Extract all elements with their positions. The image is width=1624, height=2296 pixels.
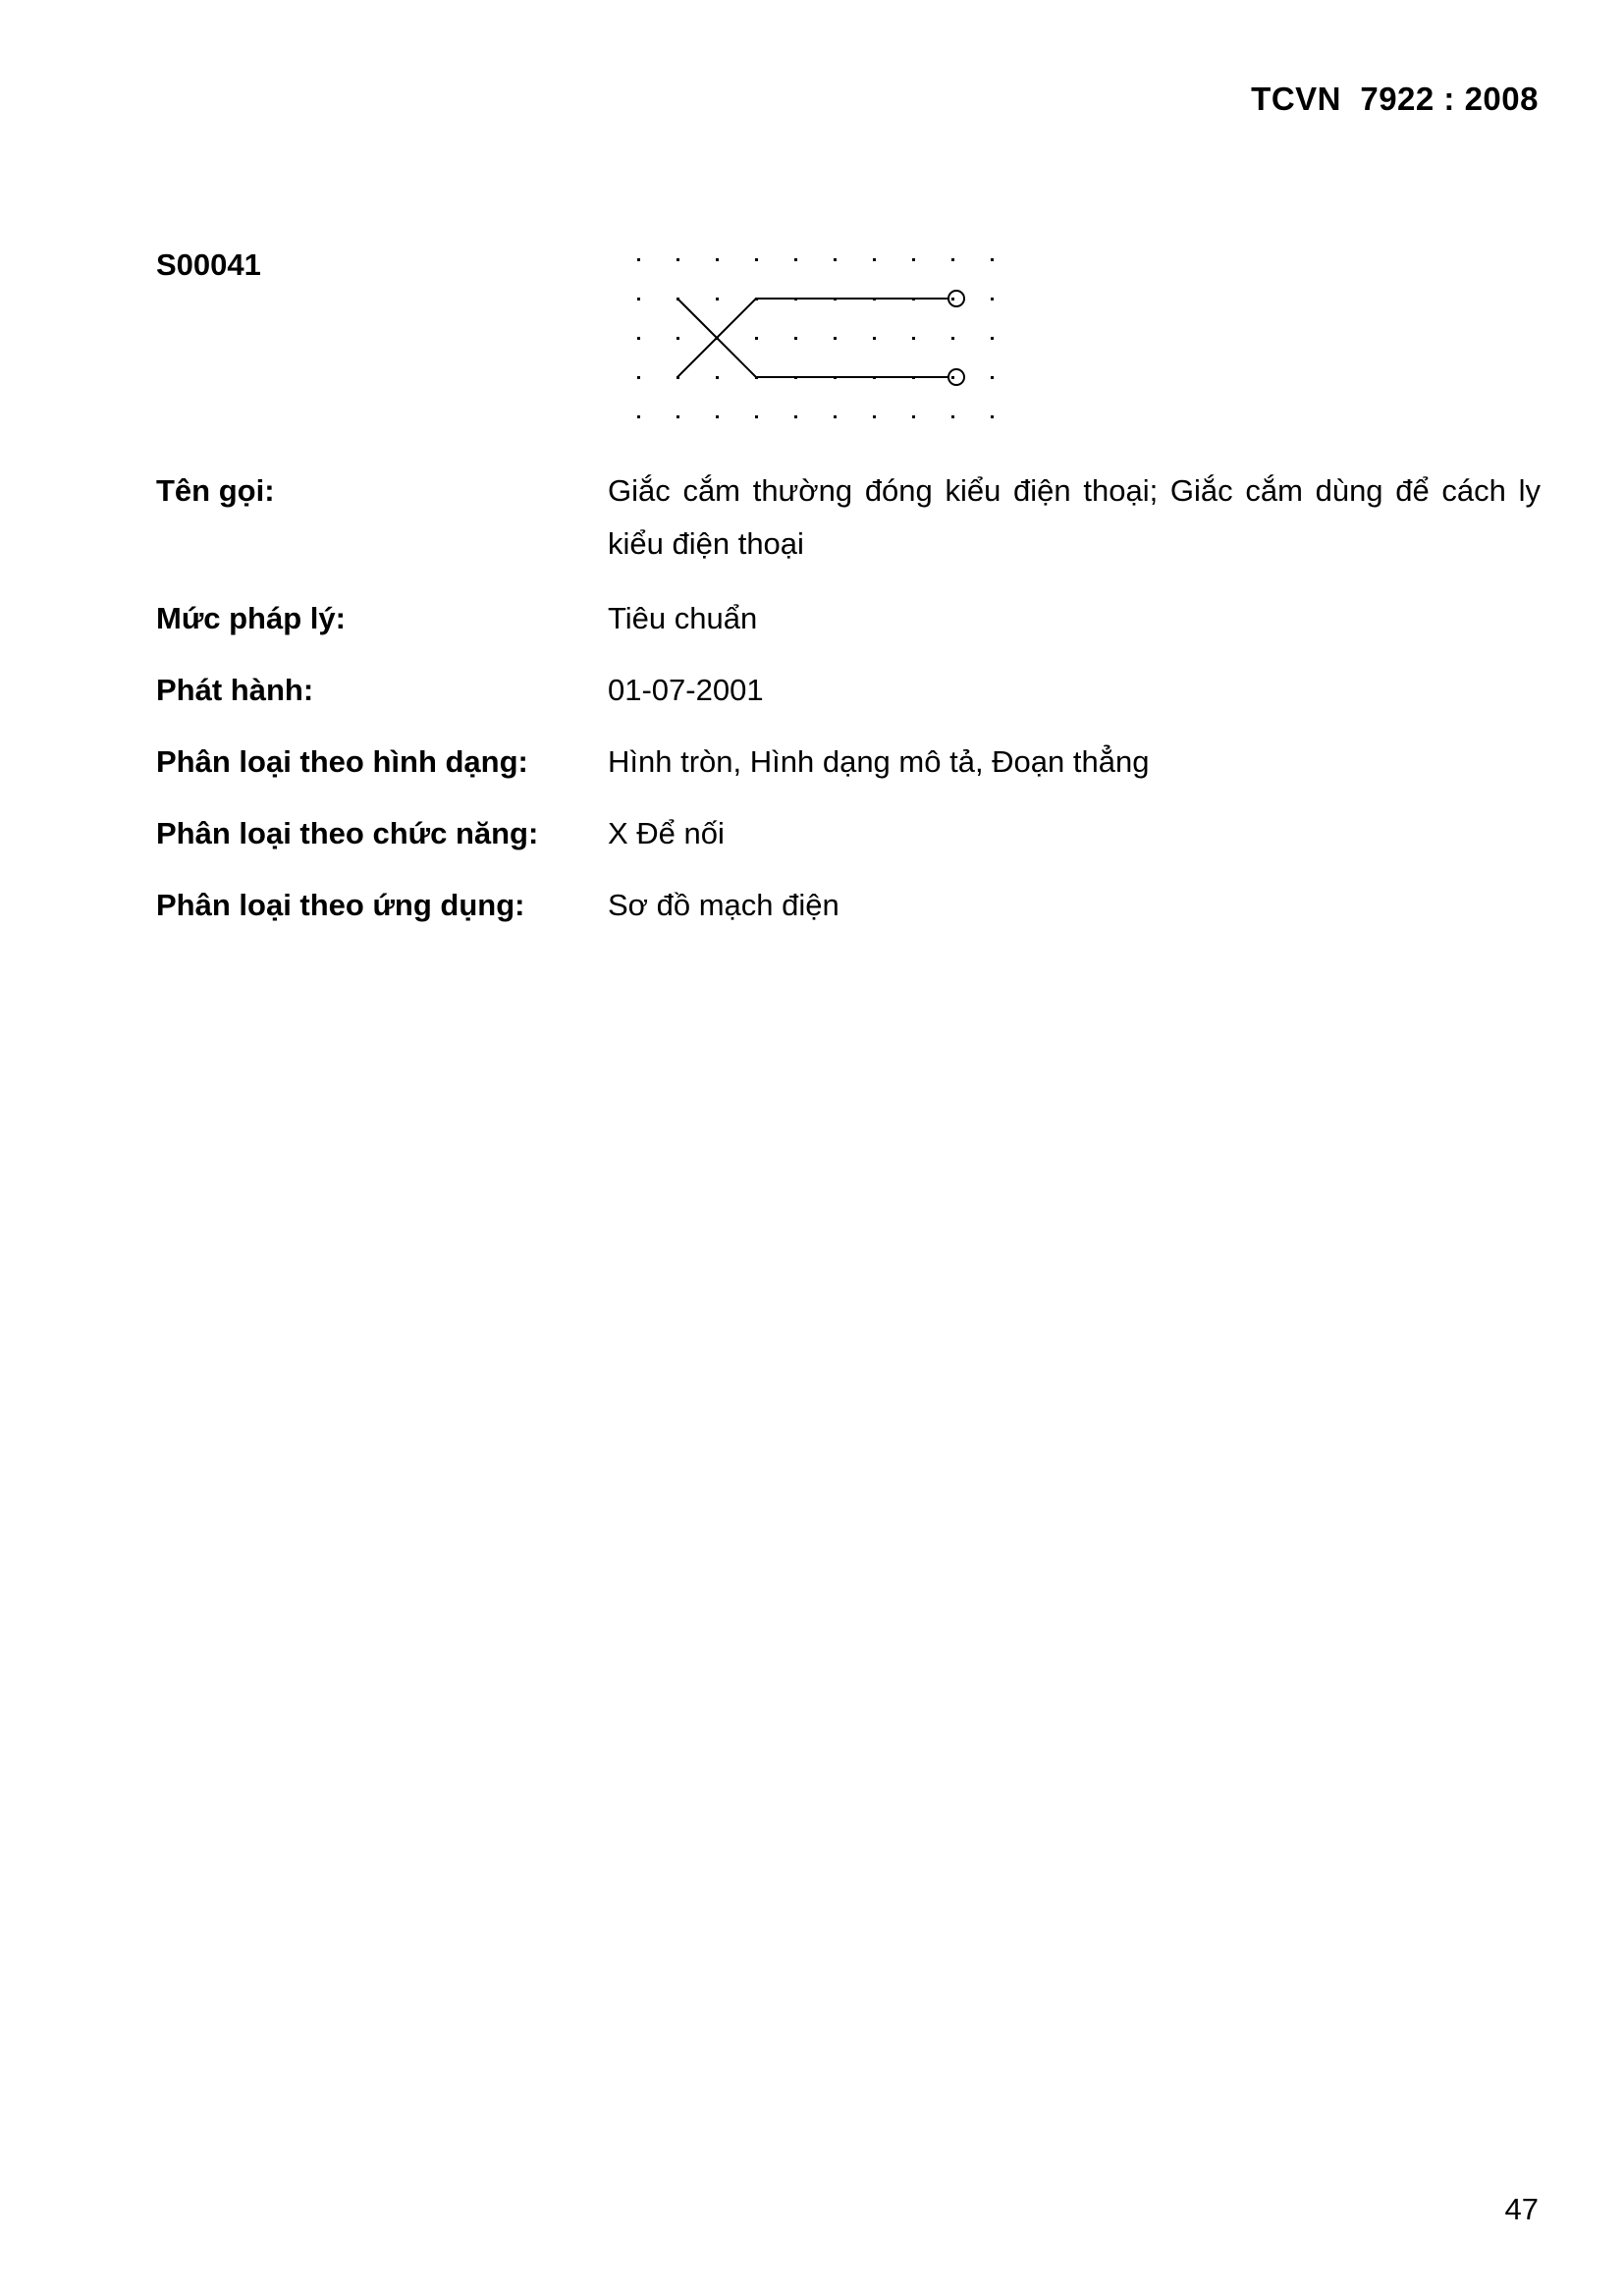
grid-dot [873,415,876,418]
page-number: 47 [1504,2192,1539,2226]
grid-dot [991,376,994,379]
grid-dot [873,337,876,340]
field-label: Phân loại theo ứng dụng: [156,888,525,922]
grid-dot [912,258,915,261]
grid-dot [951,258,954,261]
field-row-application-class [156,884,1541,956]
field-label: Mức pháp lý: [156,601,346,635]
upper-terminal-circle [948,291,964,306]
grid-dot [991,298,994,301]
grid-dot [834,415,837,418]
grid-dot [637,415,640,418]
grid-dot [755,415,758,418]
grid-dot [755,258,758,261]
grid-dot [951,415,954,418]
field-label: Phân loại theo chức năng: [156,816,539,850]
field-value: X Để nối [608,816,725,850]
grid-dot [637,337,640,340]
symbol-code: S00041 [156,247,261,282]
symbol-figure [628,244,1001,430]
cross-line-b [677,338,717,377]
field-value: Hình tròn, Hình dạng mô tả, Đoạn thẳng [608,744,1150,779]
field-row-release [156,669,1541,740]
field-label: Tên gọi: [156,473,275,508]
grid-dot [951,376,954,379]
grid-dot [951,298,954,301]
grid-dot [716,258,719,261]
lower-diagonal [717,338,756,377]
grid-dot [677,258,679,261]
field-value: Tiêu chuẩn [608,601,758,635]
grid-dot [677,415,679,418]
field-row-function-class [156,812,1541,884]
upper-diagonal [717,299,756,338]
grid-dot [677,337,679,340]
grid-dot [637,298,640,301]
grid-dot [991,415,994,418]
field-label: Phát hành: [156,673,314,707]
grid-dot [834,258,837,261]
telephone-jack-icon [677,291,964,385]
grid-dot [716,376,719,379]
field-row-legal-level [156,597,1541,669]
field-label: Phân loại theo hình dạng: [156,744,528,779]
grid-dot [716,298,719,301]
document-header: TCVN 7922 : 2008 [1251,81,1539,117]
grid-dot [912,415,915,418]
field-value: Sơ đồ mạch điện [608,888,839,922]
grid-dot [912,337,915,340]
grid-dot [755,337,758,340]
lower-terminal-circle [948,369,964,385]
grid-dot [991,337,994,340]
grid-dot [794,415,797,418]
grid-dot [637,376,640,379]
grid-dot [794,337,797,340]
grid-dot [637,258,640,261]
cross-line-a [677,299,717,338]
grid-dot [991,258,994,261]
grid-dot [716,415,719,418]
field-row-name [156,469,1541,597]
field-value: 01-07-2001 [608,673,764,707]
grid-dots [637,258,994,418]
grid-dot [951,337,954,340]
grid-dot [794,258,797,261]
symbol-properties [156,469,1541,956]
field-value: Giắc cắm thường đóng kiểu điện thoại; Giắc cắm dùng để cách ly kiểu điện thoại [608,473,1541,561]
grid-dot [873,258,876,261]
field-row-shape-class [156,740,1541,812]
grid-dot [834,337,837,340]
